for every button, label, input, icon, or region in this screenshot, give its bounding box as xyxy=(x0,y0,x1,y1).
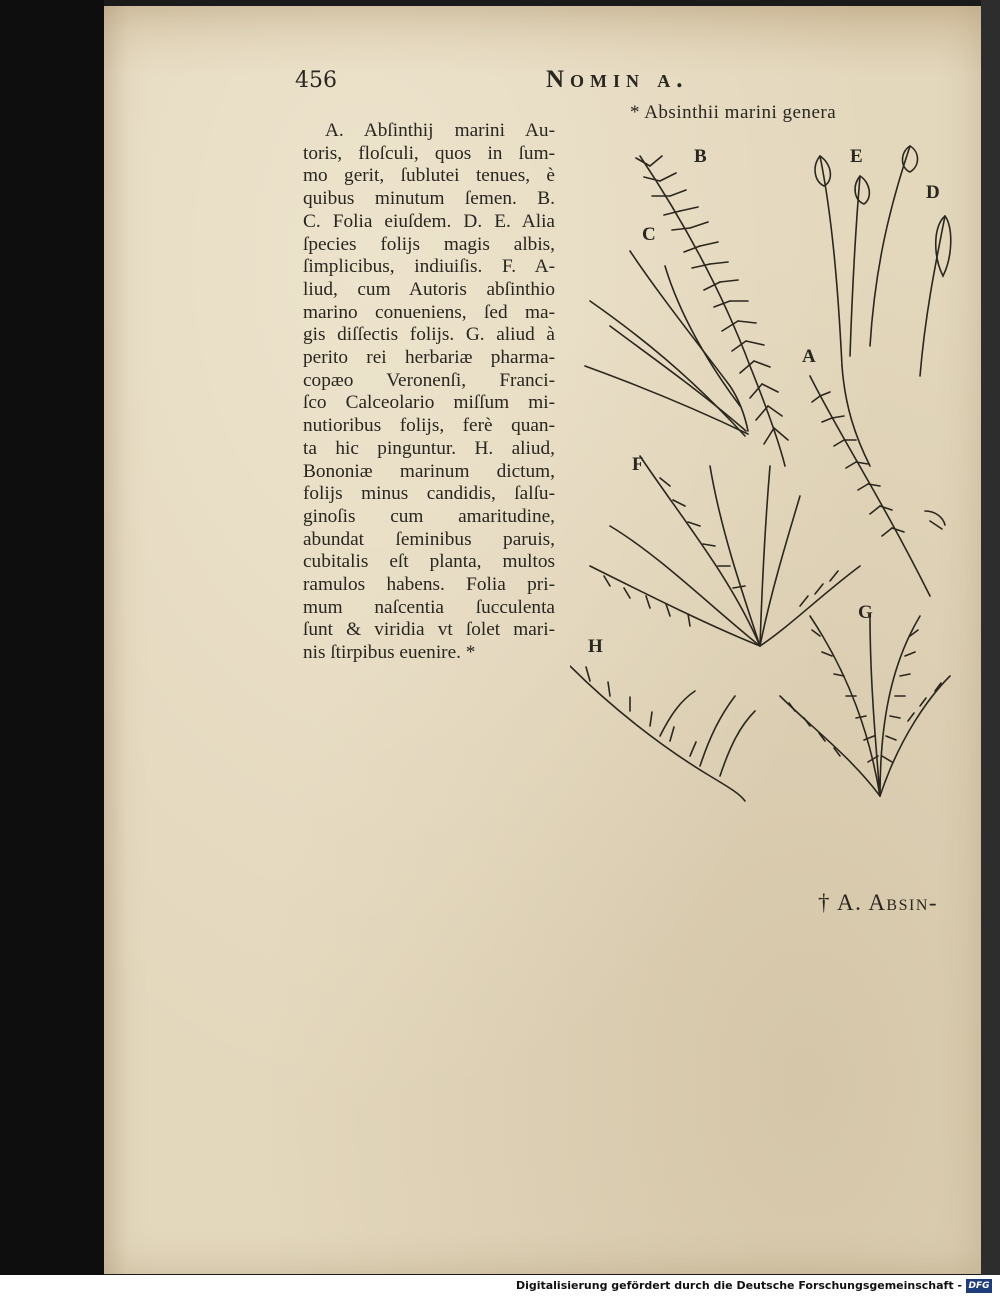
figure-label-b: B xyxy=(694,146,707,167)
catchword: † A. Absin- xyxy=(818,890,939,915)
text-line: ſunt & viridia vt ſolet mari- xyxy=(303,619,555,641)
text-line: quibus minutum ſemen. B. xyxy=(303,188,555,210)
text-line: ginoſis cum amaritudine, xyxy=(303,505,555,527)
text-line: ſimplicibus, indiuiſis. F. A- xyxy=(303,256,555,278)
figure-label-d: D xyxy=(926,182,940,203)
figure-label-c: C xyxy=(642,224,656,245)
figure-title: * Absinthii marini genera xyxy=(630,102,837,123)
body-text xyxy=(303,120,555,665)
text-line: nutioribus folijs, ferè quan- xyxy=(303,415,555,437)
text-line: ſpecies folijs magis albis, xyxy=(303,233,555,255)
text-line: abundat ſeminibus paruis, xyxy=(303,528,555,550)
plant-b xyxy=(636,156,788,466)
figure-label-a: A xyxy=(802,346,816,367)
figure-label-h: H xyxy=(588,636,603,657)
plant-a xyxy=(810,376,945,596)
text-line: perito rei herbariæ pharma- xyxy=(303,347,555,369)
text-line: copæo Veronenſi, Franci- xyxy=(303,369,555,391)
text-line: mo gerit, ſublutei tenues, è xyxy=(303,165,555,187)
text-line: A. Abſinthij marini Au- xyxy=(325,120,555,141)
footer-credit: Digitalisierung gefördert durch die Deutsche Forschungsgemeinschaft - xyxy=(515,1279,962,1292)
text-line: folijs minus candidis, ſalſu- xyxy=(303,483,555,505)
scan-left-margin xyxy=(0,0,104,1275)
page-number: 456 xyxy=(295,68,337,93)
text-line: ſco Calceolario miſſum mi- xyxy=(303,392,555,414)
text-line: ramulos habens. Folia pri- xyxy=(303,574,555,596)
plant-g xyxy=(780,616,950,796)
footer-bar xyxy=(0,1275,1000,1297)
text-line: mum naſcentia ſucculenta xyxy=(303,596,555,618)
text-line: nis ſtirpibus euenire. * xyxy=(303,642,476,664)
text-line: gis diſſectis folijs. G. aliud à xyxy=(303,324,555,346)
running-head: Nomin a. xyxy=(546,66,689,93)
text-line: Bononiæ marinum dictum, xyxy=(303,460,555,482)
figure-label-g: G xyxy=(858,602,873,623)
text-line: liud, cum Autoris abſinthio xyxy=(303,278,555,300)
dfg-logo-icon: DFG xyxy=(966,1279,992,1293)
figure-label-f: F xyxy=(632,454,644,475)
text-line: toris, floſculi, quos in ſum- xyxy=(303,142,555,164)
text-line: C. Folia eiuſdem. D. E. Alia xyxy=(303,210,555,232)
text-line: marino conueniens, ſed ma- xyxy=(303,301,555,323)
text-line: cubitalis eſt planta, multos xyxy=(303,551,555,573)
figure-label-e: E xyxy=(850,146,863,167)
scan-right-margin xyxy=(981,0,1000,1275)
plant-c xyxy=(585,251,748,436)
text-line: ta hic pinguntur. H. aliud, xyxy=(303,437,555,459)
plant-h xyxy=(570,666,755,801)
botanical-woodcut-illustration xyxy=(570,136,965,816)
plant-f xyxy=(590,456,860,646)
